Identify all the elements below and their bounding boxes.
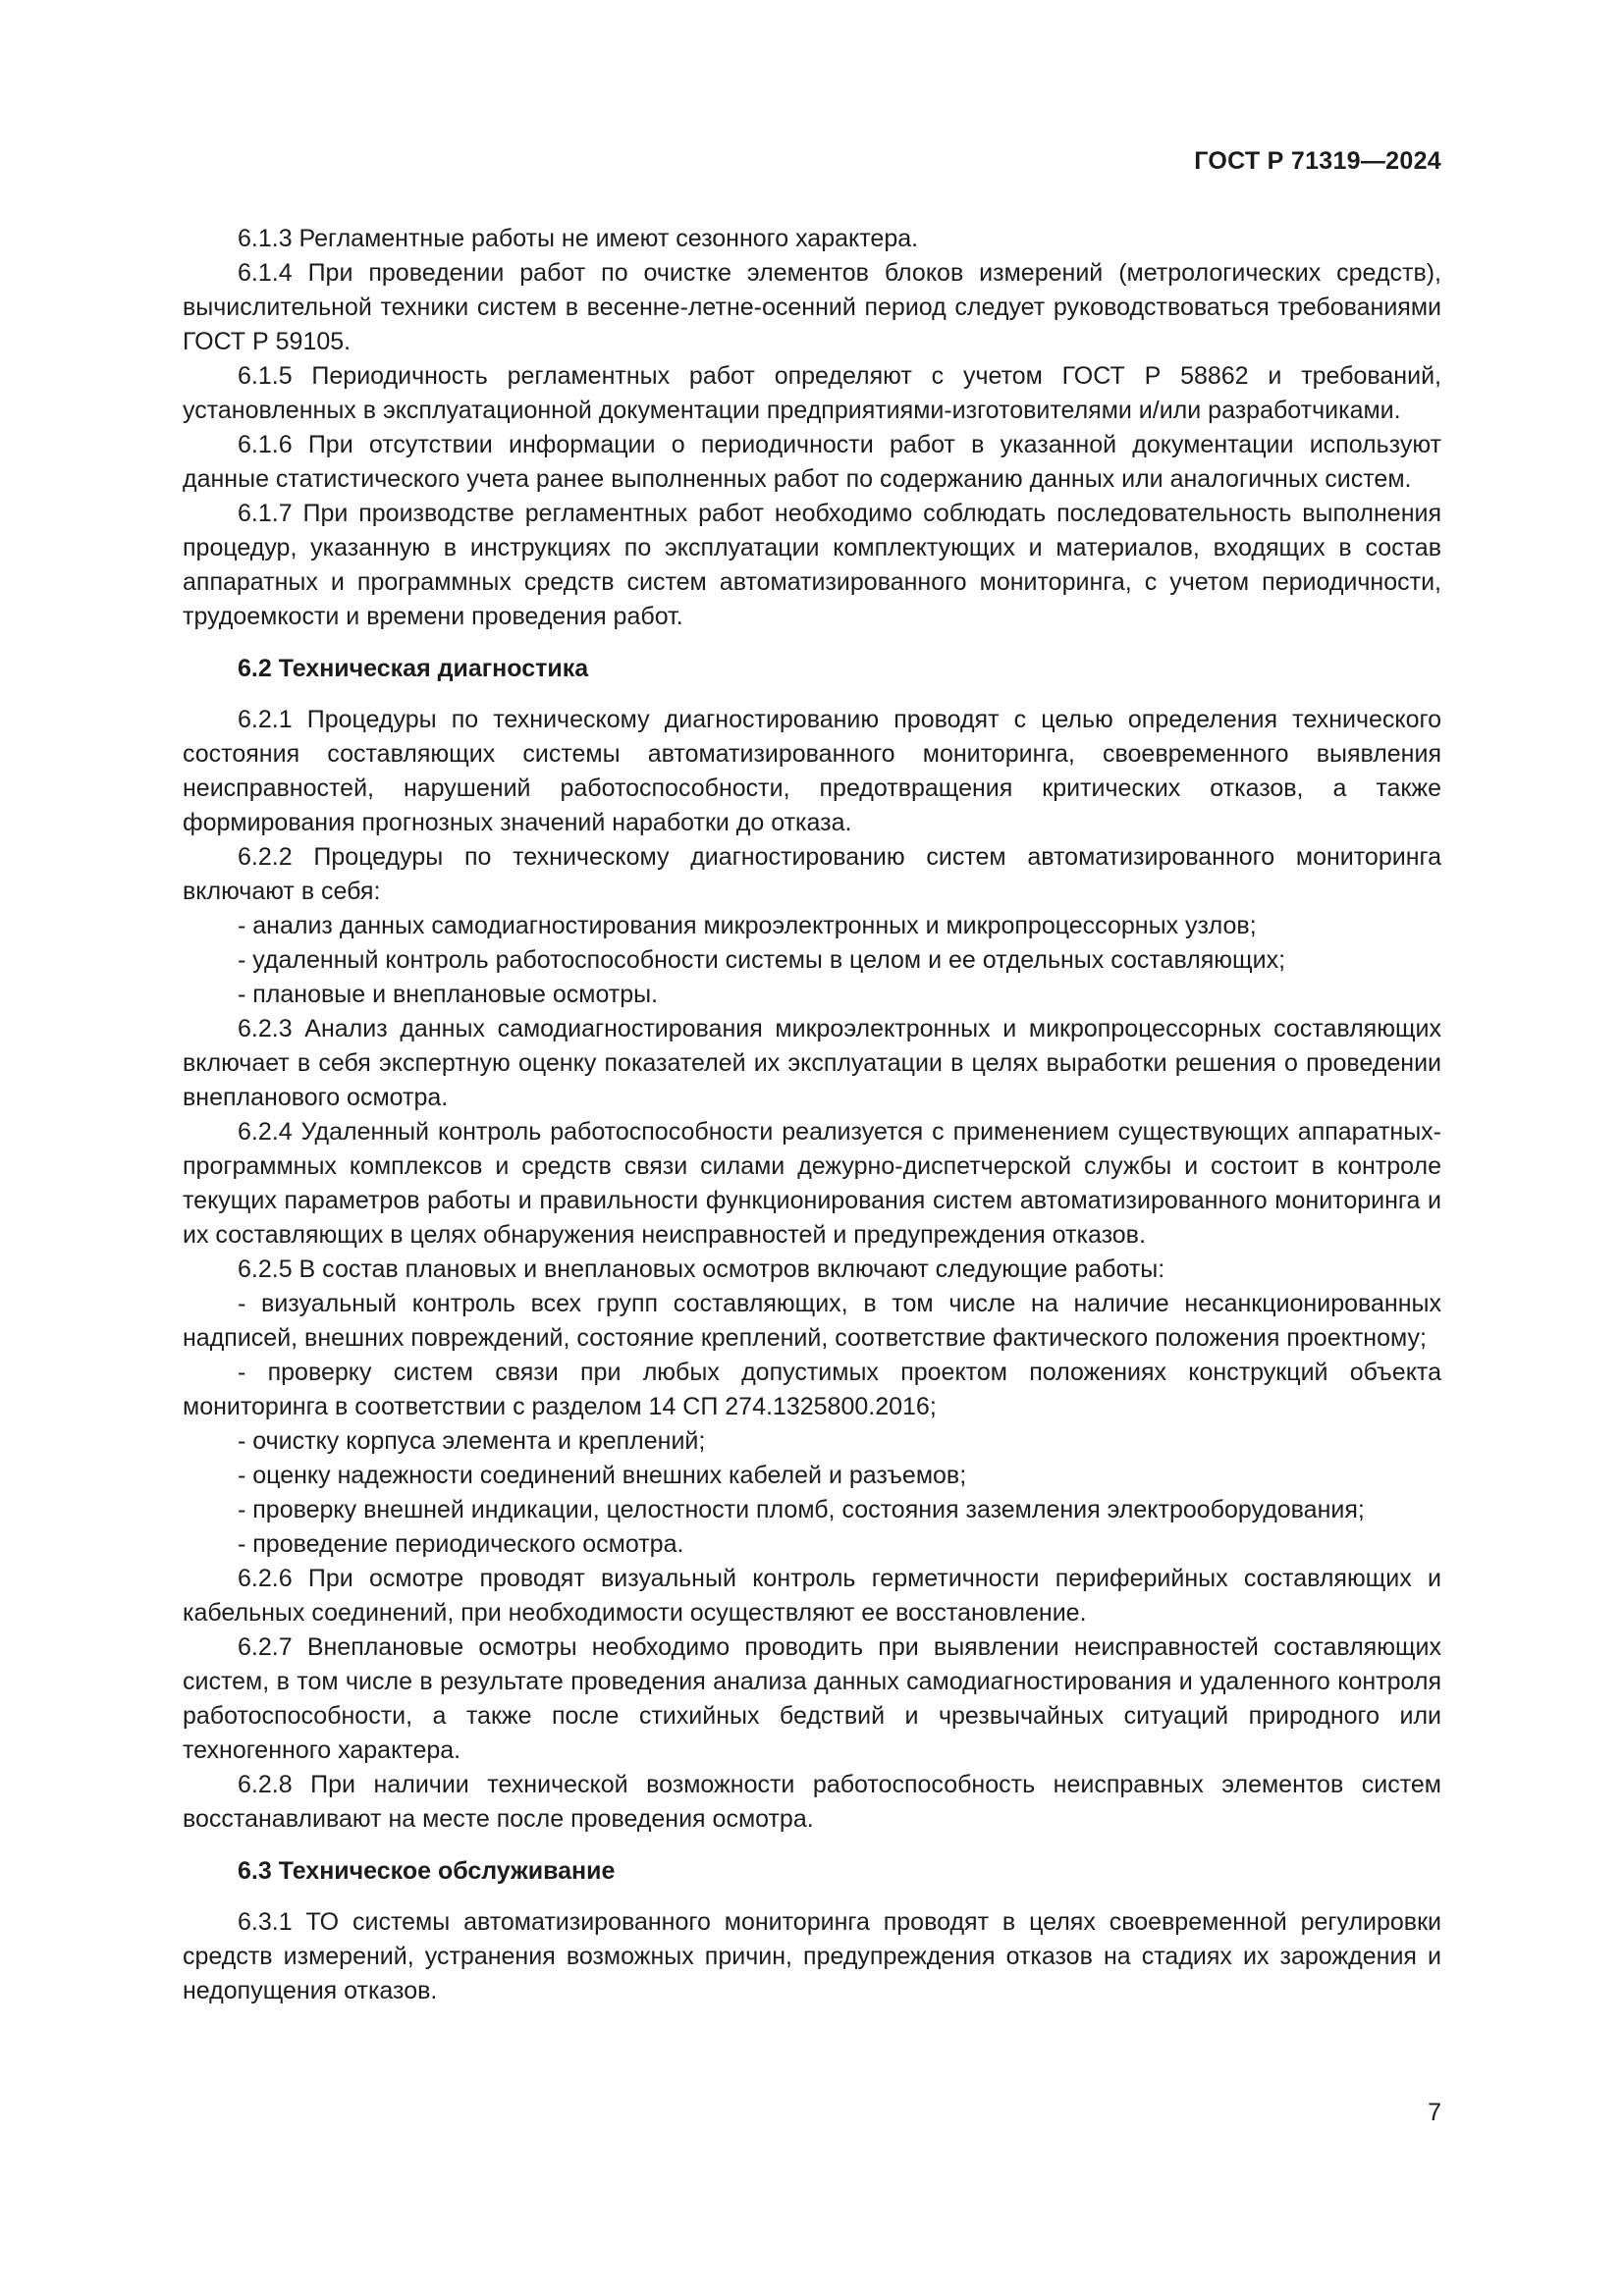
paragraph-6-2-5: 6.2.5 В состав плановых и внеплановых осмотров включают следующие работы: — [238, 1255, 1165, 1283]
paragraph-6-2-7: 6.2.7 Внеплановые осмотры необходимо проводить при выявлении неисправностей составляющих систем, в том числе в результате проведения анализа данных самодиагностирования и удаленного контроля работоспособности, а также после стихийных бедствий и чрезвычайных ситуаций природного или техногенного характера. — [183, 1633, 1441, 1764]
document-id-header: ГОСТ Р 71319—2024 — [1194, 147, 1441, 175]
paragraph-6-2-8: 6.2.8 При наличии технической возможности работоспособность неисправных элементов систем восстанавливают на месте после проведения осмотра. — [183, 1771, 1441, 1833]
page-number: 7 — [1428, 2099, 1441, 2126]
section-heading-6-3: 6.3 Техническое обслуживание — [238, 1857, 616, 1885]
paragraph-6-2-2: 6.2.2 Процедуры по техническому диагностированию систем автоматизированного мониторинга включают в себя: — [183, 843, 1441, 905]
list-item-6-2-5-6: - проведение периодического осмотра. — [238, 1530, 684, 1558]
paragraph-6-1-6: 6.1.6 При отсутствии информации о периодичности работ в указанной документации используют данные статистического учета ранее выполненных работ по содержанию данных или аналогичных систем. — [183, 431, 1441, 493]
document-body — [183, 222, 1441, 2008]
paragraph-6-1-5: 6.1.5 Периодичность регламентных работ определяют с учетом ГОСТ Р 58862 и требований, установленных в эксплуатационной документации предприятиями-изготовителями и/или разработчиками. — [183, 362, 1441, 424]
paragraph-6-2-1: 6.2.1 Процедуры по техническому диагностированию проводят с целью определения технического состояния составляющих системы автоматизированного мониторинга, своевременного выявления неисправностей, нарушений работоспособности, предотвращения критических отказов, а также формирования прогнозных значений наработки до отказа. — [183, 706, 1441, 836]
list-item-6-2-5-3: - очистку корпуса элемента и креплений; — [238, 1427, 706, 1455]
list-item-6-2-2-1: - анализ данных самодиагностирования микроэлектронных и микропроцессорных узлов; — [238, 912, 1257, 939]
paragraph-6-1-7: 6.1.7 При производстве регламентных работ необходимо соблюдать последовательность выполнения процедур, указанную в инструкциях по эксплуатации комплектующих и материалов, входящих в состав аппаратных и программных средств систем автоматизированного мониторинга, с учетом периодичности, трудоемкости и времени проведения работ. — [183, 500, 1441, 630]
paragraph-6-1-4: 6.1.4 При проведении работ по очистке элементов блоков измерений (метрологических средств), вычислительной техники систем в весенне-летне-осенний период следует руководствоваться требованиями ГОСТ Р 59105. — [183, 259, 1441, 355]
paragraph-6-3-1: 6.3.1 ТО системы автоматизированного мониторинга проводят в целях своевременной регулировки средств измерений, устранения возможных причин, предупреждения отказов на стадиях их зарождения и недопущения отказов. — [183, 1908, 1441, 2004]
list-item-6-2-5-5: - проверку внешней индикации, целостности пломб, состояния заземления электрооборудования; — [238, 1496, 1365, 1523]
list-item-6-2-2-2: - удаленный контроль работоспособности системы в целом и ее отдельных составляющих; — [238, 946, 1286, 974]
list-item-6-2-2-3: - плановые и внеплановые осмотры. — [238, 981, 659, 1008]
section-heading-6-2: 6.2 Техническая диагностика — [238, 655, 589, 682]
paragraph-6-2-4: 6.2.4 Удаленный контроль работоспособности реализуется с применением существующих аппаратных-программных комплексов и средств связи силами дежурно-диспетчерской службы и состоит в контроле текущих параметров работы и правильности функционирования систем автоматизированного мониторинга и их составляющих в целях обнаружения неисправностей и предупреждения отказов. — [183, 1118, 1441, 1249]
paragraph-6-1-3: 6.1.3 Регламентные работы не имеют сезонного характера. — [238, 225, 919, 252]
list-item-6-2-5-2: - проверку систем связи при любых допустимых проектом положениях конструкций объекта мониторинга в соответствии с разделом 14 СП 274.1325800.2016; — [183, 1359, 1441, 1420]
list-item-6-2-5-1: - визуальный контроль всех групп составляющих, в том числе на наличие несанкционированных надписей, внешних повреждений, состояние креплений, соответствие фактического положения проектному; — [183, 1290, 1441, 1352]
paragraph-6-2-3: 6.2.3 Анализ данных самодиагностирования микроэлектронных и микропроцессорных составляющих включает в себя экспертную оценку показателей их эксплуатации в целях выработки решения о проведении внепланового осмотра. — [183, 1015, 1441, 1111]
list-item-6-2-5-4: - оценку надежности соединений внешних кабелей и разъемов; — [238, 1462, 967, 1489]
paragraph-6-2-6: 6.2.6 При осмотре проводят визуальный контроль герметичности периферийных составляющих и кабельных соединений, при необходимости осуществляют ее восстановление. — [183, 1565, 1441, 1627]
